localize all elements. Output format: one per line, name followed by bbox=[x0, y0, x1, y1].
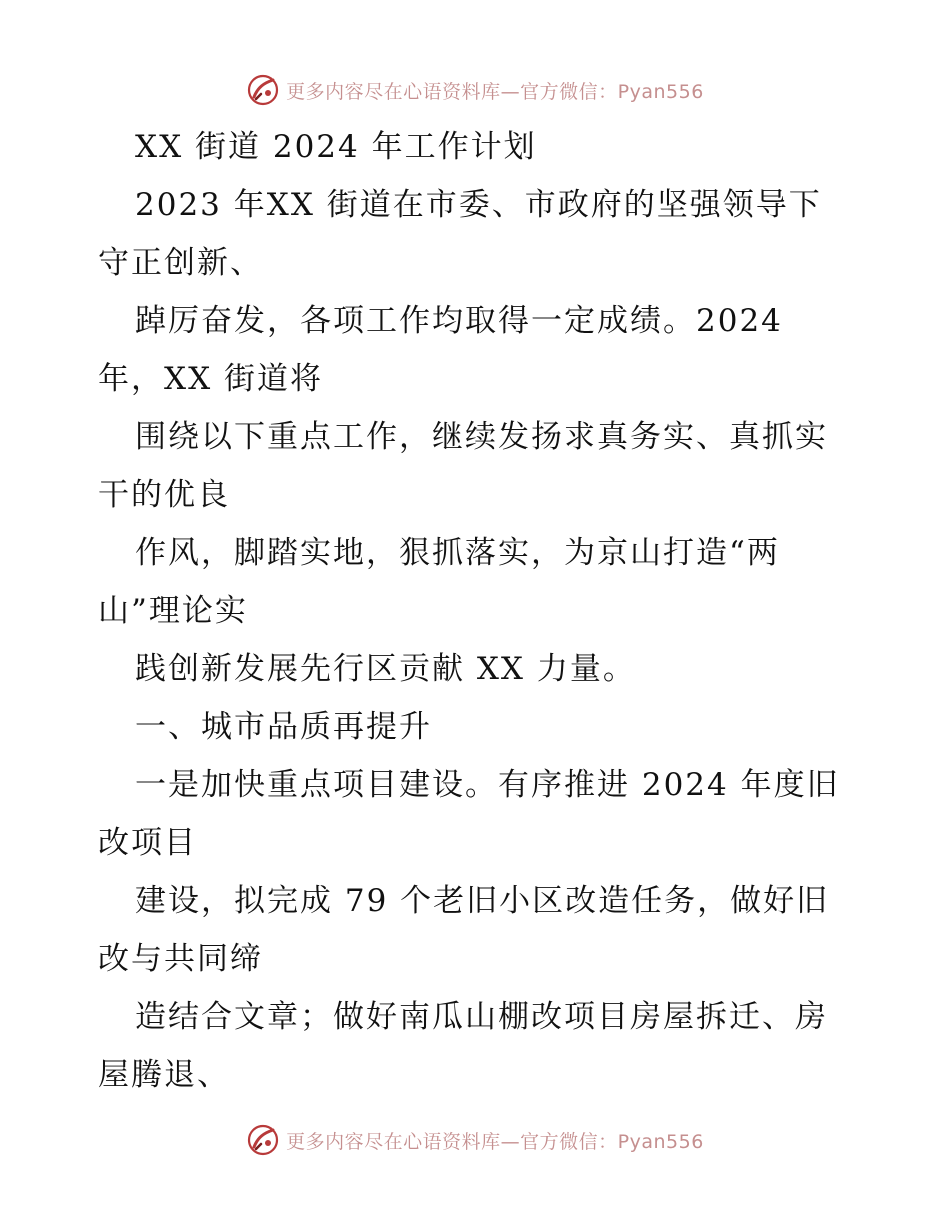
paragraph-line: 踔厉奋发，各项工作均取得一定成绩。2024 bbox=[135, 303, 783, 339]
banner-text: 更多内容尽在心语资料库—官方微信：Pyan556 bbox=[286, 80, 704, 103]
paragraph-line: 造结合文章；做好南瓜山棚改项目房屋拆迁、房 bbox=[135, 999, 828, 1035]
footer-banner bbox=[0, 1120, 950, 1160]
paragraph-line: 改项目 bbox=[98, 825, 197, 861]
document-title: XX 街道 2024 年工作计划 bbox=[135, 129, 537, 165]
paragraph-line: 屋腾退、 bbox=[98, 1057, 230, 1093]
paragraph-line: 践创新发展先行区贡献 XX 力量。 bbox=[135, 651, 636, 687]
header-banner bbox=[0, 70, 950, 110]
hand-writing-logo-icon bbox=[246, 73, 280, 107]
paragraph-line: 作风，脚踏实地，狠抓落实，为京山打造“两 bbox=[135, 535, 780, 571]
section-heading: 一、城市品质再提升 bbox=[135, 709, 432, 745]
paragraph-line: 围绕以下重点工作，继续发扬求真务实、真抓实 bbox=[135, 419, 828, 455]
paragraph-line: 山”理论实 bbox=[98, 593, 248, 629]
paragraph-line: 2023 年XX 街道在市委、市政府的坚强领导下 bbox=[135, 187, 822, 223]
banner-text: 更多内容尽在心语资料库—官方微信：Pyan556 bbox=[286, 1130, 704, 1153]
paragraph-line: 年，XX 街道将 bbox=[98, 361, 323, 397]
paragraph-line: 一是加快重点项目建设。有序推进 2024 年度旧 bbox=[135, 767, 840, 803]
paragraph-line: 守正创新、 bbox=[98, 245, 263, 281]
hand-writing-logo-icon bbox=[246, 1123, 280, 1157]
paragraph-line: 改与共同缔 bbox=[98, 941, 263, 977]
paragraph-line: 干的优良 bbox=[98, 477, 230, 513]
paragraph-line: 建设，拟完成 79 个老旧小区改造任务，做好旧 bbox=[135, 883, 830, 919]
